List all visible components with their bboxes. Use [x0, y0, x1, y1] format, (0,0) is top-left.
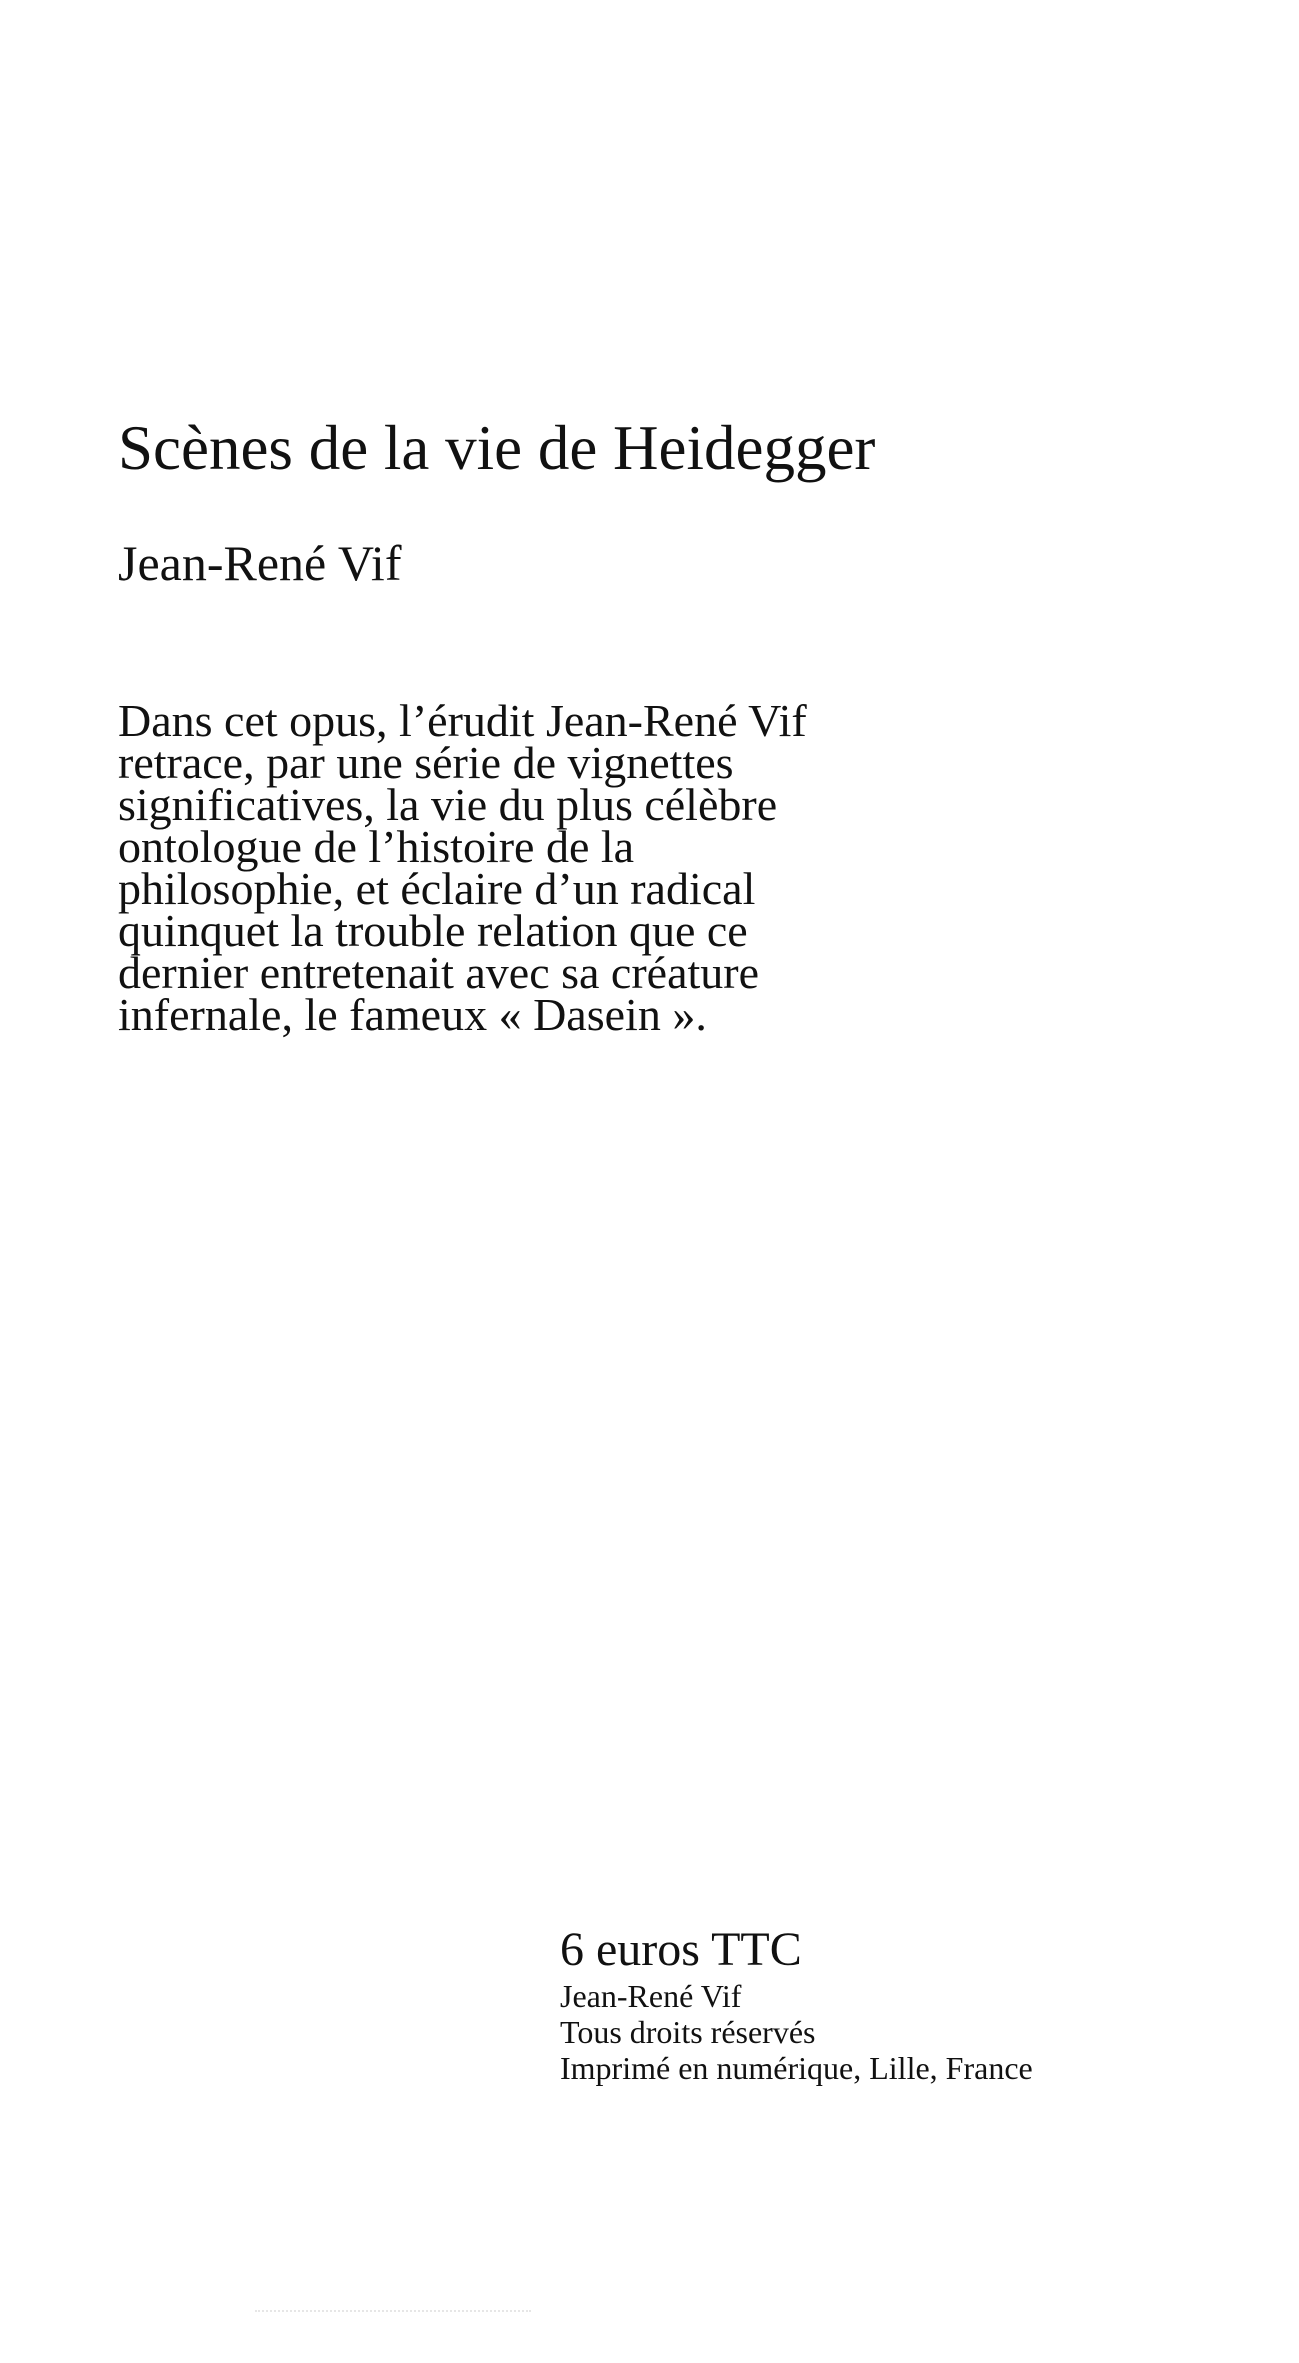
blurb-line: dernier entretenait avec sa créature — [118, 947, 760, 998]
colophon — [560, 1922, 1180, 2086]
blurb-line: ontologue de l’histoire de la — [118, 821, 635, 872]
blurb-line: philosophie, et éclaire d’un radical — [118, 863, 756, 914]
blurb-line: retrace, par une série de vignettes — [118, 737, 734, 788]
blurb-line: significatives, la vie du plus célèbre — [118, 779, 778, 830]
printing-info: Imprimé en numérique, Lille, France — [560, 2050, 1033, 2086]
rights-notice: Tous droits réservés — [560, 2014, 816, 2050]
blurb-line: Dans cet opus, l’érudit Jean-René Vif — [118, 695, 807, 746]
book-title: Scènes de la vie de Heidegger — [118, 413, 876, 483]
blurb-line: infernale, le fameux « Dasein ». — [118, 989, 707, 1040]
faint-dotted-mark — [255, 2310, 531, 2312]
colophon-author: Jean-René Vif — [560, 1978, 742, 2014]
price-label: 6 euros TTC — [560, 1923, 802, 1976]
blurb-line: quinquet la trouble relation que ce — [118, 905, 748, 956]
author-name: Jean-René Vif — [118, 535, 402, 591]
back-cover-blurb — [118, 695, 918, 1040]
